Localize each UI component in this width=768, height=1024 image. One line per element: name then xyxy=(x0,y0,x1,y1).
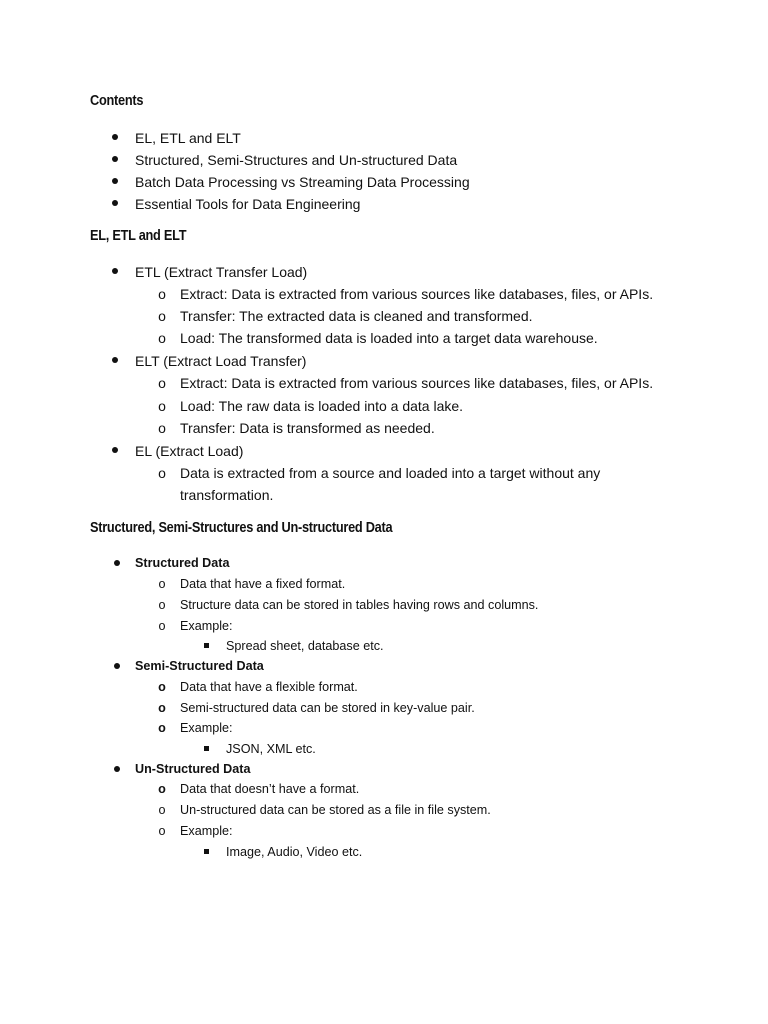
semi-structured-item: Data that have a flexible format. xyxy=(180,680,358,694)
contents-heading: Contents xyxy=(90,93,144,109)
bullet-disc xyxy=(112,447,118,453)
bullet-disc xyxy=(112,134,118,140)
structured-label: Structured Data xyxy=(135,556,230,570)
unstructured-item: Data that doesn’t have a format. xyxy=(180,782,360,796)
semi-structured-label: Semi-Structured Data xyxy=(135,659,264,673)
structured-item: Structure data can be stored in tables having rows and columns. xyxy=(180,598,539,612)
unstructured-item: Example: xyxy=(180,824,233,838)
sub-bullet: o xyxy=(158,330,166,346)
sub-bullet: o xyxy=(158,465,166,481)
etl-item: Transfer: The extracted data is cleaned and transformed. xyxy=(180,308,533,324)
sub-bullet: o xyxy=(158,721,166,735)
bullet-disc xyxy=(112,357,118,363)
etl-label: ETL (Extract Transfer Load) xyxy=(135,264,308,280)
structured-example: Spread sheet, database etc. xyxy=(226,639,384,653)
unstructured-label: Un-Structured Data xyxy=(135,762,251,776)
sub-bullet: o xyxy=(158,701,166,715)
etl-item: Load: The transformed data is loaded into a target data warehouse. xyxy=(180,330,598,346)
elt-item: Load: The raw data is loaded into a data lake. xyxy=(180,398,464,414)
unstructured-item: Un-structured data can be stored as a file in file system. xyxy=(180,803,491,817)
section-heading-el-etl-elt: EL, ETL and ELT xyxy=(90,228,187,244)
contents-item: EL, ETL and ELT xyxy=(135,130,241,146)
elt-item: Extract: Data is extracted from various sources like databases, files, or APIs. xyxy=(180,375,654,391)
bullet-disc xyxy=(112,178,118,184)
sub-bullet: o xyxy=(158,680,166,694)
bullet-disc xyxy=(114,663,120,669)
unstructured-example: Image, Audio, Video etc. xyxy=(226,845,363,859)
bullet-disc xyxy=(112,156,118,162)
semi-structured-item: Semi-structured data can be stored in key-value pair. xyxy=(180,701,475,715)
etl-item: Extract: Data is extracted from various sources like databases, files, or APIs. xyxy=(180,286,654,302)
contents-item: Batch Data Processing vs Streaming Data Processing xyxy=(135,174,470,190)
bullet-disc xyxy=(112,268,118,274)
el-label: EL (Extract Load) xyxy=(135,443,244,459)
bullet-square xyxy=(204,643,209,648)
structured-item: Example: xyxy=(180,619,233,633)
bullet-disc xyxy=(114,766,120,772)
sub-bullet: o xyxy=(158,803,166,817)
elt-item: Transfer: Data is transformed as needed. xyxy=(180,420,435,436)
el-item: Data is extracted from a source and loaded into a target without any xyxy=(180,465,601,481)
sub-bullet: o xyxy=(158,286,166,302)
sub-bullet: o xyxy=(158,420,166,436)
semi-structured-item: Example: xyxy=(180,721,233,735)
sub-bullet: o xyxy=(158,619,166,633)
elt-label: ELT (Extract Load Transfer) xyxy=(135,353,307,369)
semi-structured-example: JSON, XML etc. xyxy=(226,742,316,756)
sub-bullet: o xyxy=(158,398,166,414)
el-item-continued: transformation. xyxy=(180,487,274,503)
sub-bullet: o xyxy=(158,308,166,324)
bullet-square xyxy=(204,746,209,751)
bullet-square xyxy=(204,849,209,854)
sub-bullet: o xyxy=(158,782,166,796)
structured-item: Data that have a fixed format. xyxy=(180,577,346,591)
sub-bullet: o xyxy=(158,598,166,612)
sub-bullet: o xyxy=(158,577,166,591)
contents-item: Essential Tools for Data Engineering xyxy=(135,196,361,212)
sub-bullet: o xyxy=(158,824,166,838)
section-heading-data-types: Structured, Semi-Structures and Un-structured Data xyxy=(90,520,393,536)
contents-item: Structured, Semi-Structures and Un-structured Data xyxy=(135,152,458,168)
bullet-disc xyxy=(112,200,118,206)
sub-bullet: o xyxy=(158,375,166,391)
bullet-disc xyxy=(114,560,120,566)
